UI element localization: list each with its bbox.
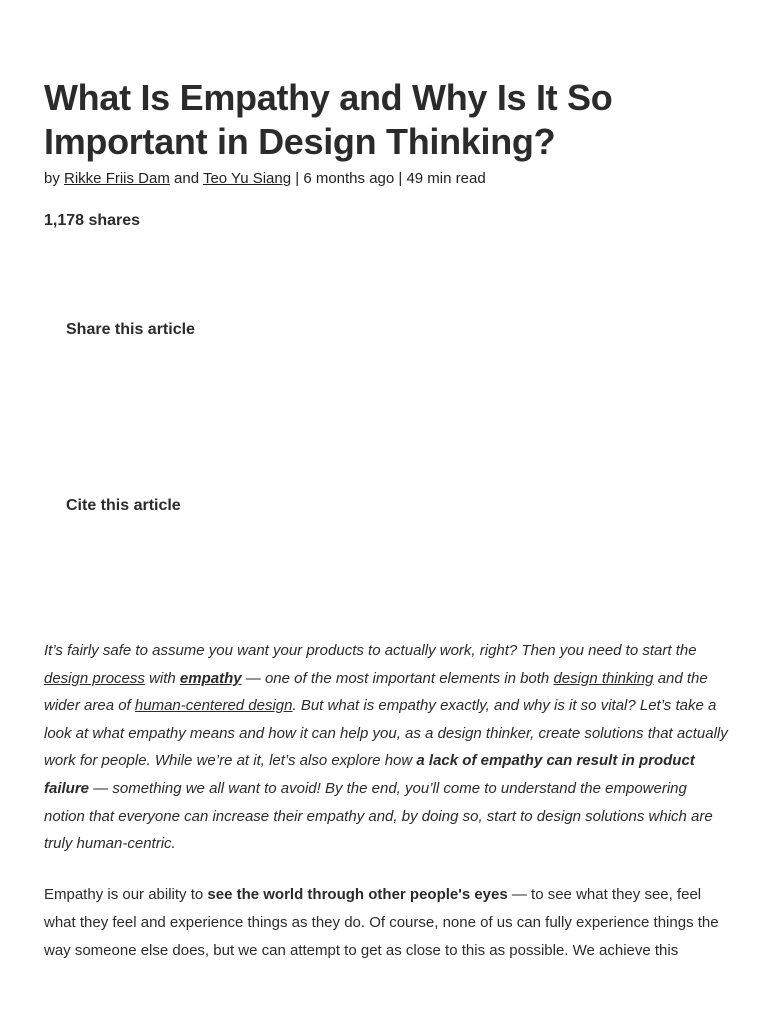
link-design-process[interactable]: design process xyxy=(44,669,145,687)
body-paragraph xyxy=(44,881,728,965)
intro-text-4: and the wider area of xyxy=(44,669,708,715)
byline-meta: | 6 months ago | 49 min read xyxy=(291,170,486,187)
author-link-teo-yu-siang[interactable]: Teo Yu Siang xyxy=(202,170,292,187)
article-title: What Is Empathy and Why Is It So Important in Design Thinking? xyxy=(44,77,613,162)
intro-bold-product-failure: a lack of empathy can result in product failure xyxy=(44,752,695,797)
link-human-centered-design[interactable]: human-centered design xyxy=(134,697,293,715)
link-empathy[interactable]: empathy xyxy=(179,669,242,687)
cite-article-heading[interactable]: Cite this article xyxy=(66,497,181,514)
para-bold-other-eyes: see the world through other people's eyes xyxy=(207,886,508,903)
intro-text-2: with xyxy=(144,669,180,687)
para-text-1: Empathy is our ability to xyxy=(44,886,208,903)
byline-and: and xyxy=(169,170,203,187)
share-count: 1,178 shares xyxy=(44,212,141,229)
intro-text-1: It’s fairly safe to assume you want your products to actually work, right? Then you need to start the xyxy=(44,642,697,659)
intro-text-6: — something we all want to avoid! By the end, you’ll come to understand the empowering notion that everyone can increase their empathy and, by doing so, start to design solutions which are truly human-centric. xyxy=(44,779,713,853)
byline xyxy=(44,170,486,188)
intro-paragraph xyxy=(44,637,728,858)
share-article-heading[interactable]: Share this article xyxy=(66,321,195,338)
byline-by: by xyxy=(44,170,65,187)
intro-text-5: . But what is empathy exactly, and why is it so vital? Let’s take a look at what empathy means and how it can help you, as a design thinker, create solutions that actually work for people. While we’re at it, let’s also explore how xyxy=(44,697,728,770)
link-design-thinking[interactable]: design thinking xyxy=(553,669,654,687)
intro-text-3: — one of the most important elements in both xyxy=(241,669,554,687)
author-link-rikke-friis-dam[interactable]: Rikke Friis Dam xyxy=(64,170,170,187)
para-text-2: — to see what they see, feel what they feel and experience things as they do. Of course, none of us can fully experience things the way someone else does, but we can attempt to get as close to this as possible. We achieve this xyxy=(44,886,719,959)
